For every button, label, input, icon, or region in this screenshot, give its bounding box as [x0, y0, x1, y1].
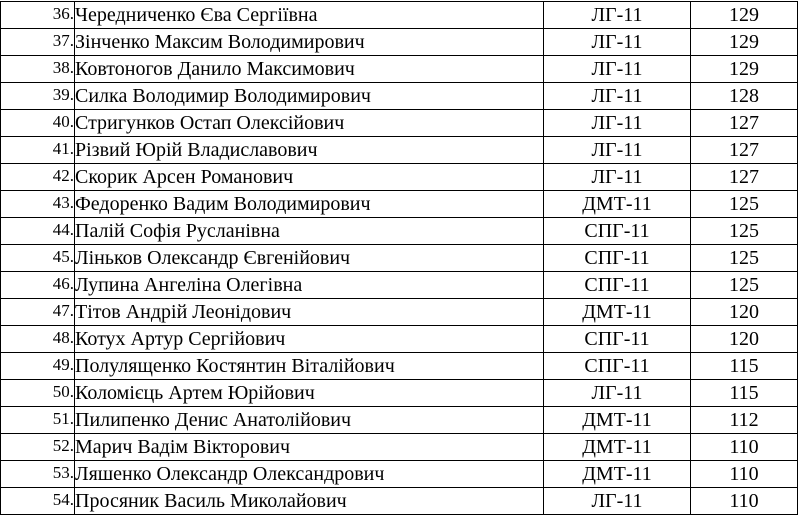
- score-value: 128: [691, 83, 798, 110]
- table-row: [1, 2, 798, 29]
- row-number: 54.: [52, 489, 74, 509]
- score-value: 115: [691, 353, 798, 380]
- row-number-cell: [1, 110, 75, 137]
- table-row: [1, 326, 798, 353]
- row-number: 41.: [52, 138, 74, 158]
- student-name: Зінченко Максим Володимирович: [75, 29, 544, 56]
- row-number: 37.: [52, 30, 74, 50]
- group-code: СПГ-11: [544, 272, 691, 299]
- group-code: ДМТ-11: [544, 191, 691, 218]
- score-value: 127: [691, 164, 798, 191]
- group-code: ЛГ-11: [544, 488, 691, 515]
- row-number: 43.: [52, 192, 74, 212]
- group-code: ЛГ-11: [544, 2, 691, 29]
- group-code: СПГ-11: [544, 353, 691, 380]
- table-row: [1, 245, 798, 272]
- score-value: 127: [691, 110, 798, 137]
- row-number: 48.: [52, 327, 74, 347]
- row-number: 36.: [52, 3, 74, 23]
- table-row: [1, 434, 798, 461]
- student-name: Стригунков Остап Олексійович: [75, 110, 544, 137]
- score-value: 112: [691, 407, 798, 434]
- row-number-cell: [1, 191, 75, 218]
- group-code: СПГ-11: [544, 218, 691, 245]
- student-name: Ляшенко Олександр Олександрович: [75, 461, 544, 488]
- score-value: 110: [691, 488, 798, 515]
- score-value: 110: [691, 461, 798, 488]
- score-value: 125: [691, 272, 798, 299]
- score-value: 125: [691, 218, 798, 245]
- student-name: Чередниченко Єва Сергіївна: [75, 2, 544, 29]
- student-name: Коломієць Артем Юрійович: [75, 380, 544, 407]
- row-number-cell: [1, 434, 75, 461]
- row-number: 52.: [52, 435, 74, 455]
- row-number-cell: [1, 407, 75, 434]
- row-number-cell: [1, 272, 75, 299]
- row-number-cell: [1, 56, 75, 83]
- group-code: ЛГ-11: [544, 137, 691, 164]
- group-code: ЛГ-11: [544, 29, 691, 56]
- table-row: [1, 488, 798, 515]
- table-row: [1, 461, 798, 488]
- table-row: [1, 353, 798, 380]
- row-number-cell: [1, 164, 75, 191]
- row-number: 46.: [52, 273, 74, 293]
- score-value: 115: [691, 380, 798, 407]
- table-row: [1, 29, 798, 56]
- student-name: Лупина Ангеліна Олегівна: [75, 272, 544, 299]
- table-row: [1, 272, 798, 299]
- group-code: ДМТ-11: [544, 407, 691, 434]
- group-code: ЛГ-11: [544, 380, 691, 407]
- group-code: СПГ-11: [544, 245, 691, 272]
- row-number-cell: [1, 326, 75, 353]
- row-number-cell: [1, 137, 75, 164]
- row-number-cell: [1, 218, 75, 245]
- row-number: 51.: [52, 408, 74, 428]
- table-row: [1, 218, 798, 245]
- table-row: [1, 56, 798, 83]
- score-value: 125: [691, 191, 798, 218]
- student-name: Ковтоногов Данило Максимович: [75, 56, 544, 83]
- table-row: [1, 407, 798, 434]
- row-number: 45.: [52, 246, 74, 266]
- row-number: 53.: [52, 462, 74, 482]
- table-row: [1, 380, 798, 407]
- student-name: Скорик Арсен Романович: [75, 164, 544, 191]
- row-number: 39.: [52, 84, 74, 104]
- student-name: Федоренко Вадим Володимирович: [75, 191, 544, 218]
- student-name: Ліньков Олександр Євгенійович: [75, 245, 544, 272]
- student-name: Палій Софія Русланівна: [75, 218, 544, 245]
- table-body: [1, 2, 798, 515]
- score-value: 129: [691, 56, 798, 83]
- row-number: 49.: [52, 354, 74, 374]
- row-number-cell: [1, 461, 75, 488]
- student-name: Котух Артур Сергійович: [75, 326, 544, 353]
- table-row: [1, 83, 798, 110]
- score-value: 110: [691, 434, 798, 461]
- row-number: 44.: [52, 219, 74, 239]
- row-number-cell: [1, 299, 75, 326]
- row-number: 40.: [52, 111, 74, 131]
- student-name: Силка Володимир Володимирович: [75, 83, 544, 110]
- score-value: 129: [691, 2, 798, 29]
- table-row: [1, 191, 798, 218]
- table-row: [1, 164, 798, 191]
- group-code: ДМТ-11: [544, 434, 691, 461]
- row-number-cell: [1, 29, 75, 56]
- table-row: [1, 299, 798, 326]
- score-value: 129: [691, 29, 798, 56]
- row-number: 42.: [52, 165, 74, 185]
- row-number-cell: [1, 245, 75, 272]
- student-name: Полулященко Костянтин Віталійович: [75, 353, 544, 380]
- row-number: 50.: [52, 381, 74, 401]
- student-ranking-table: [0, 1, 798, 515]
- student-name: Різвий Юрій Владиславович: [75, 137, 544, 164]
- row-number: 38.: [52, 57, 74, 77]
- group-code: ЛГ-11: [544, 83, 691, 110]
- score-value: 125: [691, 245, 798, 272]
- group-code: ЛГ-11: [544, 110, 691, 137]
- row-number-cell: [1, 2, 75, 29]
- group-code: ЛГ-11: [544, 164, 691, 191]
- group-code: ЛГ-11: [544, 56, 691, 83]
- row-number-cell: [1, 380, 75, 407]
- table-row: [1, 137, 798, 164]
- group-code: СПГ-11: [544, 326, 691, 353]
- row-number-cell: [1, 488, 75, 515]
- score-value: 127: [691, 137, 798, 164]
- row-number-cell: [1, 83, 75, 110]
- table-row: [1, 110, 798, 137]
- row-number-cell: [1, 353, 75, 380]
- score-value: 120: [691, 326, 798, 353]
- group-code: ДМТ-11: [544, 461, 691, 488]
- group-code: ДМТ-11: [544, 299, 691, 326]
- student-name: Пилипенко Денис Анатолійович: [75, 407, 544, 434]
- student-name: Просяник Василь Миколайович: [75, 488, 544, 515]
- student-name: Марич Вадім Вікторович: [75, 434, 544, 461]
- student-name: Тітов Андрій Леонідович: [75, 299, 544, 326]
- score-value: 120: [691, 299, 798, 326]
- row-number: 47.: [52, 300, 74, 320]
